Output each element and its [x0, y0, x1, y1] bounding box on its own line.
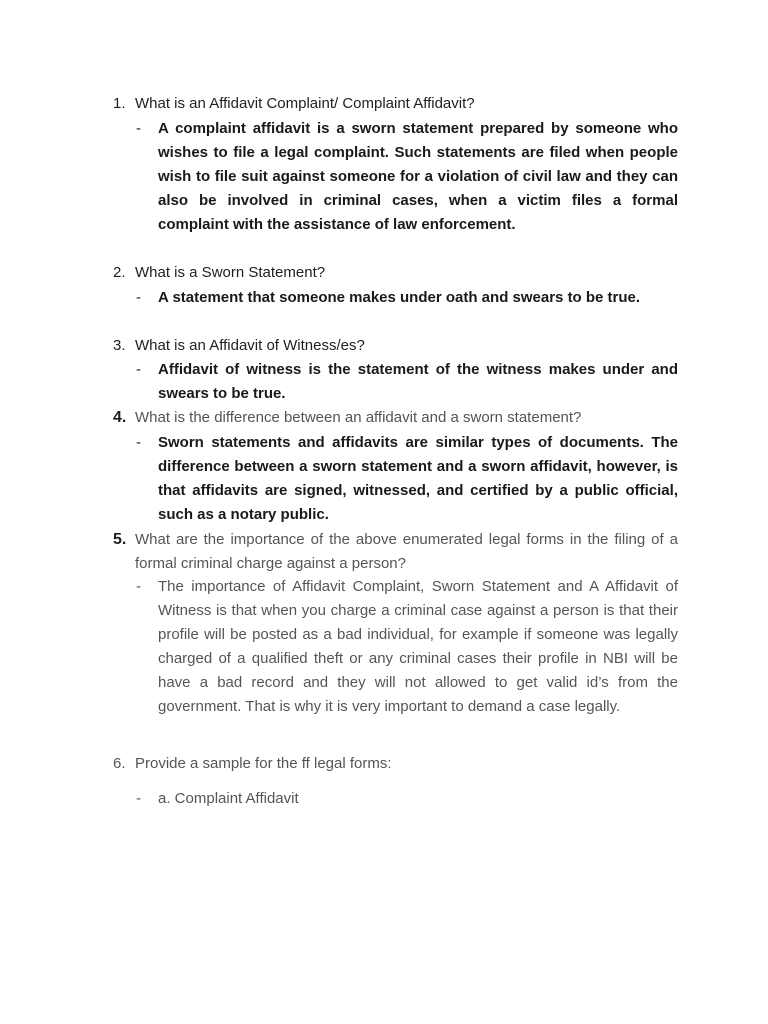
answer-4 — [136, 431, 678, 527]
question-text: Provide a sample for the ff legal forms: — [135, 755, 392, 772]
bullet-dash: - — [136, 120, 141, 137]
question-number: 4. — [113, 409, 127, 426]
question-text: What is a Sworn Statement? — [135, 264, 326, 281]
question-6 — [113, 752, 678, 776]
answer-text: Sworn statements and affidavits are similar types of documents. The difference between a sworn statement and a sworn affidavit, however, is that affidavits are signed, witnessed, and certified by a public official, such as a notary public. — [158, 434, 678, 523]
question-number: 5. — [113, 531, 127, 548]
question-text: What is an Affidavit Complaint/ Complaint Affidavit? — [135, 95, 475, 112]
answer-6 — [136, 787, 678, 811]
bullet-dash: - — [136, 361, 141, 378]
question-1 — [113, 92, 678, 116]
question-3 — [113, 334, 678, 358]
answer-text: A complaint affidavit is a sworn statement prepared by someone who wishes to file a legal complaint. Such statements are filed when people wish to file suit against someone for a violation of civil law and they can also be involved in criminal cases, when a victim files a formal complaint with the assistance of law enforcement. — [158, 120, 678, 233]
answer-text: The importance of Affidavit Complaint, Sworn Statement and A Affidavit of Witness is that when you charge a criminal case against a person is that their profile will be posted as a bad individual, for example if someone was legally charged of a qualified theft or any criminal cases their profile in NBI will be have a bad record and they will not allowed to get valid id’s from the government. That is why it is very important to demand a case legally. — [158, 578, 678, 715]
bullet-dash: - — [136, 289, 141, 306]
question-2 — [113, 261, 678, 285]
question-text: What is an Affidavit of Witness/es? — [135, 337, 365, 354]
answer-2 — [136, 286, 678, 310]
question-5 — [113, 528, 678, 575]
bullet-dash: - — [136, 434, 141, 451]
question-text: What is the difference between an affidavit and a sworn statement? — [135, 409, 582, 426]
bullet-dash: - — [136, 790, 141, 807]
bullet-dash: - — [136, 578, 141, 595]
answer-1 — [136, 117, 678, 237]
answer-5 — [136, 575, 678, 718]
answer-text: Affidavit of witness is the statement of the witness makes under and swears to be true. — [158, 361, 678, 402]
question-number: 6. — [113, 755, 126, 772]
question-number: 3. — [113, 337, 126, 354]
question-4 — [113, 406, 678, 430]
question-text: What are the importance of the above enumerated legal forms in the filing of a formal criminal charge against a person? — [135, 531, 678, 572]
question-number: 1. — [113, 95, 126, 112]
answer-3 — [136, 358, 678, 406]
question-number: 2. — [113, 264, 126, 281]
answer-text: A statement that someone makes under oath and swears to be true. — [158, 289, 641, 306]
answer-text: a. Complaint Affidavit — [158, 790, 299, 807]
